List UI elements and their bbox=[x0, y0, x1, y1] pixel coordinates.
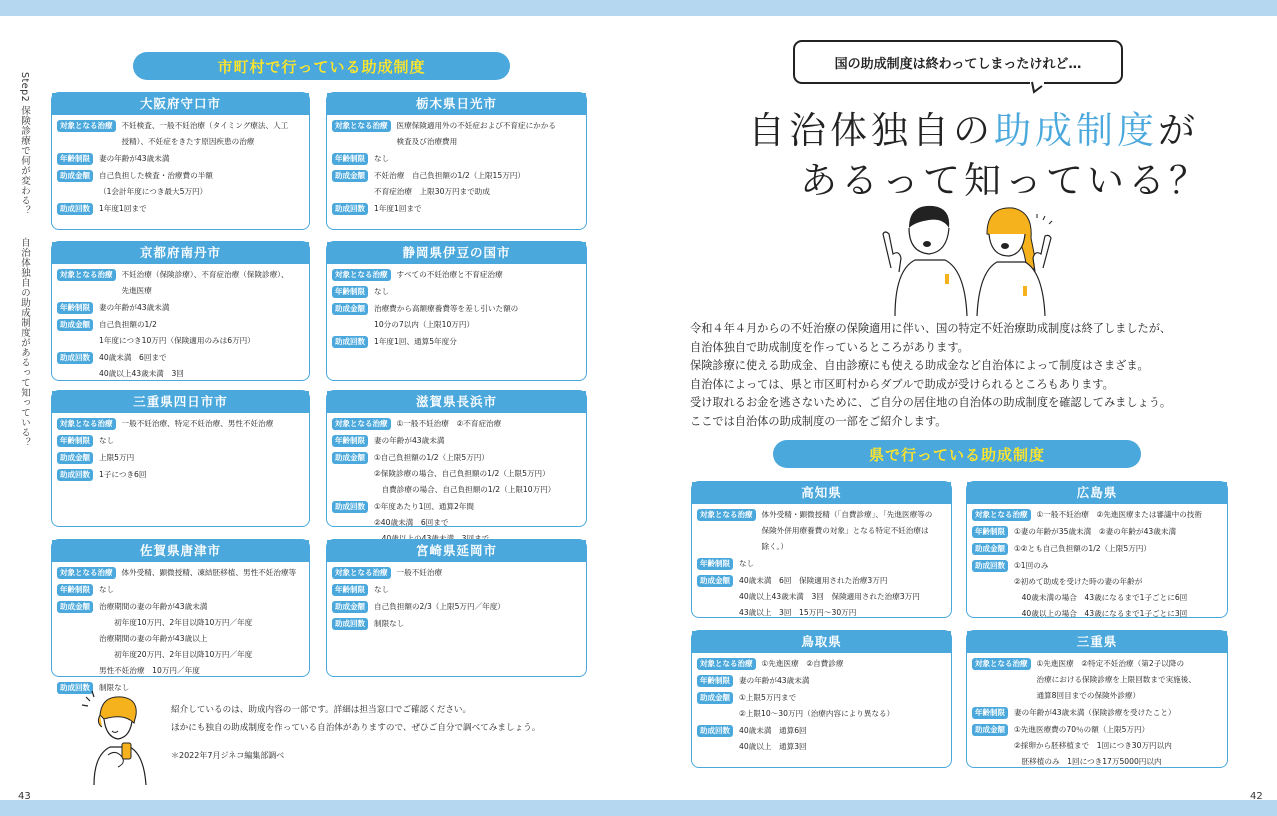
subsidy-card bbox=[51, 241, 310, 381]
field-value bbox=[122, 416, 274, 432]
top-color-band bbox=[0, 0, 1277, 16]
value-line: 初年度20万円、2年目以降10万円／年度 bbox=[99, 650, 253, 659]
card-body bbox=[327, 562, 586, 639]
card-body bbox=[327, 115, 586, 224]
field-value bbox=[374, 450, 555, 498]
field-label-badge: 対象となる治療 bbox=[972, 658, 1031, 670]
count-row bbox=[972, 560, 1223, 622]
value-line: 治療における保険診療を上限回数まで実施後、 bbox=[1036, 675, 1196, 684]
side-step-label: Step2 保険診療で何が変わる？ bbox=[19, 72, 30, 216]
card-title: 滋賀県長浜市 bbox=[327, 391, 586, 413]
age-limit-row bbox=[697, 675, 947, 689]
subsidy-card bbox=[51, 92, 310, 230]
value-line: 不妊治療（保険診療）、不育症治療（保険診療）、 bbox=[121, 270, 289, 279]
target-row bbox=[972, 658, 1223, 704]
value-line: ②初めて助成を受けた時の妻の年齢が bbox=[1014, 577, 1143, 586]
count-row bbox=[57, 203, 305, 217]
field-value bbox=[374, 201, 422, 217]
amount-row bbox=[332, 170, 582, 200]
field-label-badge: 対象となる治療 bbox=[57, 269, 116, 281]
field-value bbox=[374, 334, 457, 350]
field-label-badge: 助成回数 bbox=[332, 336, 368, 348]
card-title: 大阪府守口市 bbox=[52, 93, 309, 115]
value-line: 制限なし bbox=[99, 683, 130, 692]
amount-row bbox=[697, 575, 947, 621]
field-label-badge: 助成金額 bbox=[57, 319, 93, 331]
field-label-badge: 助成金額 bbox=[332, 170, 368, 182]
intro-paragraph bbox=[690, 320, 1171, 431]
value-line: 妻の年齢が43歳未満 bbox=[374, 436, 445, 445]
field-value bbox=[99, 350, 184, 382]
value-line: 1年度1回まで bbox=[99, 204, 147, 213]
side-topic-label: 自治体独自の助成制度があるって知っている？ bbox=[19, 237, 30, 448]
value-line: 40歳未満 6回まで bbox=[99, 353, 167, 362]
card-body bbox=[967, 653, 1227, 777]
field-label-badge: 助成金額 bbox=[972, 724, 1008, 736]
value-line: 妻の年齢が43歳未満（保険診療を受けたこと） bbox=[1014, 708, 1176, 717]
value-line: ②上限10～30万円（治療内容により異なる） bbox=[739, 709, 895, 718]
card-title: 宮崎県延岡市 bbox=[327, 540, 586, 562]
subsidy-card bbox=[966, 481, 1228, 618]
field-label-badge: 年齢制限 bbox=[697, 558, 733, 570]
card-title: 佐賀県唐津市 bbox=[52, 540, 309, 562]
note-line: ほかにも独自の助成制度を作っている自治体がありますので、ぜひご自分で調べてみましょう。 bbox=[171, 723, 541, 733]
intro-line: 令和４年４月からの不妊治療の保険適用に伴い、国の特定不妊治療助成制度は終了しましたが、 bbox=[690, 322, 1172, 335]
target-row bbox=[57, 567, 305, 581]
value-line: なし bbox=[374, 585, 390, 594]
field-value bbox=[739, 556, 754, 572]
field-label-badge: 助成金額 bbox=[332, 452, 368, 464]
field-value bbox=[99, 433, 114, 449]
note-line: 紹介しているのは、助成内容の一部です。詳細は担当窓口でご確認ください。 bbox=[171, 705, 472, 715]
bottom-color-band bbox=[0, 800, 1277, 816]
field-value bbox=[397, 416, 502, 432]
field-label-badge: 助成金額 bbox=[332, 303, 368, 315]
count-row bbox=[697, 725, 947, 755]
intro-line: 受け取れるお金を逃さないために、ご自分の居住地の自治体の助成制度を確認してみましょう。 bbox=[690, 396, 1172, 409]
subsidy-card bbox=[691, 630, 952, 768]
amount-row bbox=[697, 692, 947, 722]
value-line: 40歳以上 通算3回 bbox=[739, 742, 807, 751]
field-label-badge: 対象となる治療 bbox=[697, 658, 756, 670]
subsidy-card bbox=[51, 390, 310, 527]
age-limit-row bbox=[57, 302, 305, 316]
field-label-badge: 年齢制限 bbox=[332, 286, 368, 298]
card-body bbox=[327, 264, 586, 357]
field-value bbox=[374, 582, 389, 598]
field-label-badge: 助成金額 bbox=[57, 452, 93, 464]
field-value bbox=[374, 151, 389, 167]
field-label-badge: 年齢制限 bbox=[697, 675, 733, 687]
target-row bbox=[57, 418, 305, 432]
value-line: すべての不妊治療と不育症治療 bbox=[396, 270, 503, 279]
amount-row bbox=[57, 452, 305, 466]
card-body bbox=[52, 413, 309, 490]
value-line: 妻の年齢が43歳未満 bbox=[739, 676, 810, 685]
title-text: 自治体独自の bbox=[748, 109, 994, 152]
age-limit-row bbox=[332, 435, 582, 449]
target-row bbox=[332, 269, 582, 283]
field-label-badge: 年齢制限 bbox=[57, 584, 93, 596]
card-body bbox=[52, 562, 309, 703]
municipal-section-heading: 市町村で行っている助成制度 bbox=[133, 52, 510, 80]
value-line: 妻の年齢が43歳未満 bbox=[99, 303, 170, 312]
field-label-badge: 助成回数 bbox=[332, 501, 368, 513]
field-value bbox=[374, 433, 444, 449]
value-line: ①②とも自己負担額の1/2（上限5万円） bbox=[1014, 544, 1151, 553]
value-line: 10分の7以内（上限10万円） bbox=[374, 320, 475, 329]
target-row bbox=[332, 120, 582, 150]
value-line: ②40歳未満 6回まで bbox=[374, 518, 449, 527]
field-value bbox=[99, 168, 213, 200]
value-line: 授精）、不妊症をきたす原因疾患の治療 bbox=[121, 137, 255, 146]
field-label-badge: 助成回数 bbox=[57, 682, 93, 694]
field-label-badge: 対象となる治療 bbox=[332, 120, 391, 132]
field-value bbox=[374, 168, 525, 200]
value-line: 40歳以上43歳未満 3回 保険適用された治療3万円 bbox=[739, 592, 920, 601]
field-label-badge: 年齢制限 bbox=[332, 435, 368, 447]
field-label-badge: 対象となる治療 bbox=[332, 418, 391, 430]
field-label-badge: 助成金額 bbox=[57, 170, 93, 182]
age-limit-row bbox=[57, 584, 305, 598]
field-value bbox=[99, 450, 134, 466]
value-line: 通算8回目までの保険外診療） bbox=[1036, 691, 1141, 700]
count-row bbox=[57, 352, 305, 382]
value-line: 自己負担額の2/3（上限5万円／年度） bbox=[374, 602, 505, 611]
field-value bbox=[397, 267, 503, 283]
card-title: 高知県 bbox=[692, 482, 951, 504]
amount-row bbox=[57, 170, 305, 200]
age-limit-row bbox=[972, 707, 1223, 721]
value-line: ①先進医療 ②特定不妊治療（第2子以降の bbox=[1036, 659, 1185, 668]
field-label-badge: 助成金額 bbox=[332, 601, 368, 613]
field-value bbox=[122, 267, 289, 299]
value-line: 自己負担額の1/2 bbox=[99, 320, 157, 329]
value-line: 1年度1回まで bbox=[374, 204, 422, 213]
subsidy-card bbox=[326, 390, 587, 527]
field-value bbox=[397, 565, 443, 581]
survey-source: ＊2022年7月ジネコ編集部調べ bbox=[171, 751, 285, 760]
value-line: なし bbox=[99, 436, 115, 445]
field-label-badge: 助成回数 bbox=[332, 203, 368, 215]
field-value bbox=[99, 201, 147, 217]
value-line: 一般不妊治療 bbox=[396, 568, 443, 577]
field-value bbox=[1014, 558, 1187, 622]
age-limit-row bbox=[332, 286, 582, 300]
field-label-badge: 助成回数 bbox=[57, 203, 93, 215]
field-label-badge: 対象となる治療 bbox=[57, 120, 116, 132]
value-line: 1子につき6回 bbox=[99, 470, 147, 479]
value-line: なし bbox=[374, 287, 390, 296]
speech-bubble-tail-icon bbox=[1030, 80, 1044, 94]
field-value bbox=[99, 317, 255, 349]
value-line: ②採卵から胚移植まで 1回につき30万円以内 bbox=[1014, 741, 1172, 750]
value-line: 保険外併用療養費の対象」となる特定不妊治療は bbox=[761, 526, 929, 535]
value-line: ①自己負担額の1/2（上限5万円） bbox=[374, 453, 489, 462]
field-value bbox=[99, 151, 169, 167]
value-line: 43歳以上 3回 15万円～30万円 bbox=[739, 608, 857, 617]
field-value bbox=[1014, 705, 1176, 721]
value-line: 検査及び治療費用 bbox=[396, 137, 458, 146]
card-title: 栃木県日光市 bbox=[327, 93, 586, 115]
value-line: 40歳以上の場合 43歳になるまで1子ごとに3回 bbox=[1014, 609, 1188, 618]
value-line: 不妊検査、一般不妊治療（タイミング療法、人工 bbox=[121, 121, 289, 130]
field-value bbox=[1014, 541, 1151, 557]
field-value bbox=[762, 656, 844, 672]
field-value bbox=[99, 467, 146, 483]
side-running-header bbox=[17, 72, 31, 448]
field-label-badge: 対象となる治療 bbox=[332, 567, 391, 579]
card-title: 静岡県伊豆の国市 bbox=[327, 242, 586, 264]
field-value bbox=[739, 690, 894, 722]
value-line: 妻の年齢が43歳未満 bbox=[99, 154, 170, 163]
value-line: 40歳以上43歳未満 3回 bbox=[99, 369, 184, 378]
value-line: なし bbox=[374, 154, 390, 163]
amount-row bbox=[57, 601, 305, 679]
card-body bbox=[692, 504, 951, 628]
field-label-badge: 助成回数 bbox=[697, 725, 733, 737]
card-body bbox=[967, 504, 1227, 629]
card-body bbox=[52, 264, 309, 389]
subsidy-card bbox=[966, 630, 1228, 768]
value-line: 不妊治療 自己負担額の1/2（上限15万円） bbox=[374, 171, 525, 180]
card-body bbox=[327, 413, 586, 554]
value-line: 治療期間の妻の年齢が43歳未満 bbox=[99, 602, 208, 611]
field-value bbox=[739, 573, 920, 621]
speech-bubble-text: 国の助成制度は終わってしまったけれど… bbox=[834, 56, 1082, 72]
value-line: 40歳未満の場合 43歳になるまで1子ごとに6回 bbox=[1014, 593, 1188, 602]
subsidy-card bbox=[326, 241, 587, 381]
age-limit-row bbox=[57, 153, 305, 167]
field-label-badge: 助成金額 bbox=[697, 575, 733, 587]
value-line: 1年度につき10万円（保険適用のみは6万円） bbox=[99, 336, 255, 345]
card-title: 鳥取県 bbox=[692, 631, 951, 653]
subsidy-card bbox=[51, 539, 310, 692]
title-highlight: 助成制度 bbox=[994, 109, 1158, 152]
field-label-badge: 年齢制限 bbox=[972, 526, 1008, 538]
left-page-number: 43 bbox=[18, 791, 31, 802]
value-line: なし bbox=[739, 559, 755, 568]
field-value bbox=[739, 723, 807, 755]
value-line: 体外受精・顕微授精（「自費診療」、「先進医療等の bbox=[761, 510, 933, 519]
card-body bbox=[52, 115, 309, 224]
value-line: 自費診療の場合、自己負担額の1/2（上限10万円） bbox=[374, 485, 556, 494]
target-row bbox=[697, 658, 947, 672]
page-title-line1 bbox=[748, 100, 1199, 154]
field-value bbox=[99, 599, 252, 679]
age-limit-row bbox=[332, 584, 582, 598]
disclaimer-note bbox=[171, 701, 540, 765]
field-label-badge: 助成金額 bbox=[57, 601, 93, 613]
field-label-badge: 年齢制限 bbox=[57, 153, 93, 165]
subsidy-card bbox=[326, 92, 587, 230]
field-label-badge: 年齢制限 bbox=[972, 707, 1008, 719]
value-line: 一般不妊治療、特定不妊治療、男性不妊治療 bbox=[121, 419, 274, 428]
value-line: 除く。） bbox=[761, 542, 788, 551]
value-line: 40歳未満 6回 保険適用された治療3万円 bbox=[739, 576, 888, 585]
page-title-line2: あるって知っている？ bbox=[800, 159, 1210, 202]
age-limit-row bbox=[332, 153, 582, 167]
age-limit-row bbox=[972, 526, 1223, 540]
field-label-badge: 助成金額 bbox=[972, 543, 1008, 555]
value-line: ①先進医療費の70％の額（上限5万円） bbox=[1014, 725, 1150, 734]
target-row bbox=[57, 269, 305, 299]
amount-row bbox=[332, 452, 582, 498]
value-line: 体外受精、顕微授精、凍結胚移植、男性不妊治療等 bbox=[121, 568, 297, 577]
target-row bbox=[972, 509, 1223, 523]
field-value bbox=[122, 565, 297, 581]
field-label-badge: 対象となる治療 bbox=[332, 269, 391, 281]
value-line: ①一般不妊治療 ②先進医療または審議中の技術 bbox=[1036, 510, 1202, 519]
card-body bbox=[692, 653, 951, 762]
value-line: 医療保険適用外の不妊症および不育症にかかる bbox=[396, 121, 556, 130]
field-value bbox=[374, 301, 518, 333]
target-row bbox=[57, 120, 305, 150]
value-line: ①年度あたり1回、通算2年間 bbox=[374, 502, 475, 511]
title-text: が bbox=[1158, 109, 1199, 152]
field-value bbox=[99, 300, 169, 316]
field-value bbox=[122, 118, 289, 150]
prefecture-section-heading: 県で行っている助成制度 bbox=[773, 440, 1141, 468]
field-value bbox=[1037, 507, 1203, 523]
amount-row bbox=[972, 543, 1223, 557]
field-label-badge: 対象となる治療 bbox=[57, 567, 116, 579]
value-line: ①妻の年齢が35歳未満 ②妻の年齢が43歳未満 bbox=[1014, 527, 1177, 536]
amount-row bbox=[972, 724, 1223, 770]
field-value bbox=[374, 284, 389, 300]
amount-row bbox=[332, 303, 582, 333]
speech-bubble bbox=[793, 40, 1123, 84]
field-label-badge: 年齢制限 bbox=[332, 584, 368, 596]
field-label-badge: 対象となる治療 bbox=[697, 509, 756, 521]
intro-line: 保険診療に使える助成金、自由診療にも使える助成金など自治体によって制度はさまざま。 bbox=[690, 359, 1149, 372]
target-row bbox=[697, 509, 947, 555]
card-title: 広島県 bbox=[967, 482, 1227, 504]
value-line: 治療期間の妻の年齢が43歳以上 bbox=[99, 634, 208, 643]
right-page-number: 42 bbox=[1250, 791, 1263, 802]
woman-with-phone-illustration bbox=[78, 685, 156, 785]
field-label-badge: 助成回数 bbox=[972, 560, 1008, 572]
subsidy-card bbox=[326, 539, 587, 677]
target-row bbox=[332, 567, 582, 581]
age-limit-row bbox=[57, 435, 305, 449]
value-line: 初年度10万円、2年目以降10万円／年度 bbox=[99, 618, 253, 627]
field-value bbox=[99, 582, 114, 598]
card-title: 京都府南丹市 bbox=[52, 242, 309, 264]
field-value bbox=[374, 599, 505, 615]
doctor-and-nurse-illustration bbox=[865, 198, 1055, 316]
value-line: ①先進医療 ②自費診療 bbox=[761, 659, 844, 668]
amount-row bbox=[57, 319, 305, 349]
intro-line: 自治体独自で助成制度を作っているところがあります。 bbox=[690, 340, 969, 354]
intro-line: 自治体によっては、県と市区町村からダブルで助成が受けられるところもあります。 bbox=[690, 377, 1114, 391]
field-value bbox=[1037, 656, 1196, 704]
field-label-badge: 年齢制限 bbox=[57, 435, 93, 447]
field-label-badge: 年齢制限 bbox=[332, 153, 368, 165]
count-row bbox=[332, 203, 582, 217]
field-label-badge: 助成回数 bbox=[332, 618, 368, 630]
field-value bbox=[739, 673, 809, 689]
field-value bbox=[374, 616, 404, 632]
count-row bbox=[332, 618, 582, 632]
age-limit-row bbox=[697, 558, 947, 572]
card-title: 三重県四日市市 bbox=[52, 391, 309, 413]
value-line: ①1回のみ bbox=[1014, 561, 1049, 570]
value-line: 先進医療 bbox=[121, 286, 152, 295]
value-line: （1会計年度につき最大5万円） bbox=[99, 187, 208, 196]
value-line: なし bbox=[99, 585, 115, 594]
amount-row bbox=[332, 601, 582, 615]
value-line: 1年度1回、通算5年度分 bbox=[374, 337, 457, 346]
count-row bbox=[332, 336, 582, 350]
value-line: 治療費から高額療養費等を差し引いた額の bbox=[374, 304, 519, 313]
value-line: 胚移植のみ 1回につき17万5000円以内 bbox=[1014, 757, 1162, 766]
value-line: 自己負担した検査・治療費の半額 bbox=[99, 171, 213, 180]
field-label-badge: 助成金額 bbox=[697, 692, 733, 704]
field-value bbox=[397, 118, 556, 150]
field-value bbox=[762, 507, 933, 555]
value-line: ②保険診療の場合、自己負担額の1/2（上限5万円） bbox=[374, 469, 550, 478]
value-line: 男性不妊治療 10万円／年度 bbox=[99, 666, 200, 675]
value-line: ①一般不妊治療 ②不育症治療 bbox=[396, 419, 502, 428]
value-line: 不育症治療 上限30万円まで助成 bbox=[374, 187, 490, 196]
card-title: 三重県 bbox=[967, 631, 1227, 653]
value-line: 上限5万円 bbox=[99, 453, 135, 462]
field-label-badge: 助成回数 bbox=[57, 352, 93, 364]
subsidy-card bbox=[691, 481, 952, 618]
field-value bbox=[1014, 524, 1176, 540]
field-label-badge: 対象となる治療 bbox=[57, 418, 116, 430]
value-line: 40歳未満 通算6回 bbox=[739, 726, 807, 735]
intro-line: ここでは自治体の助成制度の一部をご紹介します。 bbox=[690, 414, 947, 428]
count-row bbox=[57, 469, 305, 483]
value-line: ①上限5万円まで bbox=[739, 693, 797, 702]
field-value bbox=[1014, 722, 1172, 770]
target-row bbox=[332, 418, 582, 432]
field-label-badge: 対象となる治療 bbox=[972, 509, 1031, 521]
value-line: 制限なし bbox=[374, 619, 405, 628]
field-label-badge: 年齢制限 bbox=[57, 302, 93, 314]
field-label-badge: 助成回数 bbox=[57, 469, 93, 481]
